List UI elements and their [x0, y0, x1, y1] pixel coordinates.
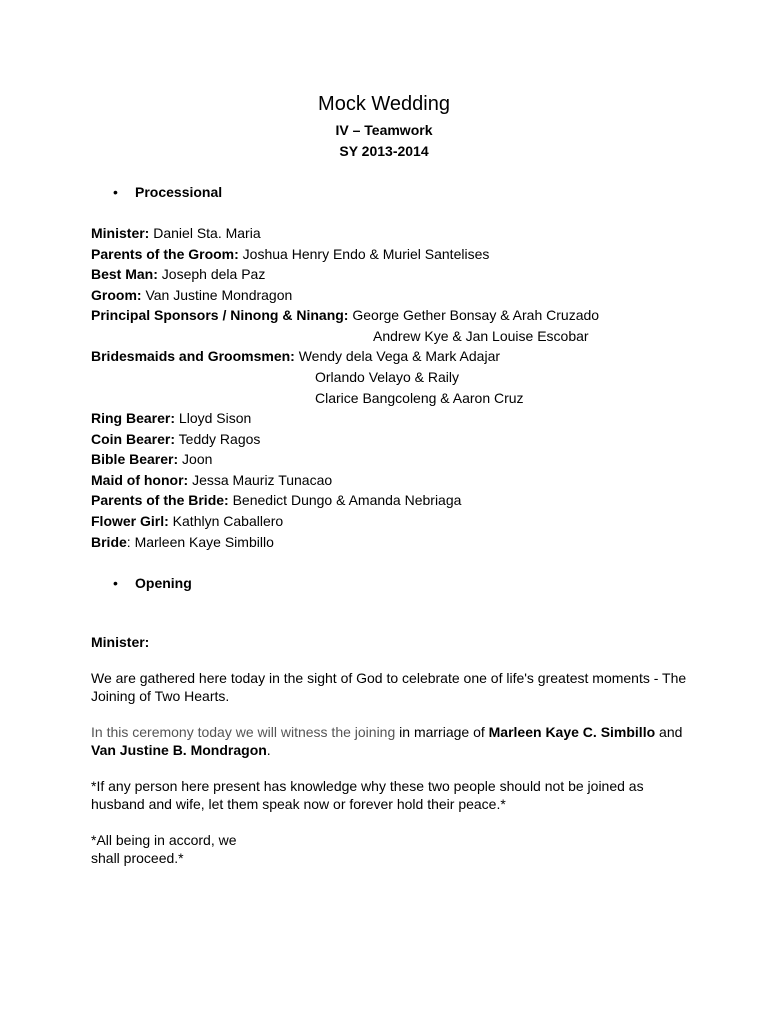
speaker-name: Minister: — [91, 634, 150, 650]
role-line — [91, 533, 274, 551]
section-heading: Processional — [135, 184, 223, 200]
opening-paragraph-2 — [91, 723, 691, 759]
paragraph-gray-text: In this ceremony today we will witness the joining — [91, 724, 396, 740]
role-value: Van Justine Mondragon — [141, 287, 293, 303]
bullet-icon: • — [113, 575, 118, 591]
role-value: : Marleen Kaye Simbillo — [126, 534, 274, 550]
role-line — [91, 491, 461, 509]
paragraph-text: . — [266, 742, 271, 758]
section-heading: Opening — [135, 575, 192, 591]
role-line — [91, 306, 599, 324]
school-year: SY 2013-2014 — [339, 143, 429, 159]
role-label: Coin Bearer: — [91, 431, 176, 447]
opening-paragraph-4-line-1: *All being in accord, we — [91, 832, 237, 848]
role-line — [91, 450, 212, 468]
role-value: Lloyd Sison — [175, 410, 252, 426]
role-continuation: Clarice Bangcoleng & Aaron Cruz — [315, 390, 524, 406]
role-line — [91, 409, 251, 427]
role-label: Flower Girl: — [91, 513, 169, 529]
bride-full-name: Marleen Kaye C. Simbillo — [488, 724, 656, 740]
opening-paragraph-4-line-2: shall proceed.* — [91, 850, 184, 866]
role-label: Maid of honor: — [91, 472, 189, 488]
bullet-icon: • — [113, 184, 118, 200]
role-value: Jessa Mauriz Tunacao — [188, 472, 333, 488]
role-value: Joon — [178, 451, 213, 467]
opening-paragraph-1: We are gathered here today in the sight of God to celebrate one of life's greatest moments - The Joining of Two Hearts. — [91, 670, 687, 704]
speaker-label — [91, 633, 149, 651]
paragraph-text: and — [655, 724, 683, 740]
role-label: Principal Sponsors / Ninong & Ninang: — [91, 307, 349, 323]
role-label: Parents of the Bride: — [91, 492, 229, 508]
groom-full-name: Van Justine B. Mondragon — [91, 742, 267, 758]
role-continuation: Andrew Kye & Jan Louise Escobar — [373, 328, 589, 344]
role-value: Benedict Dungo & Amanda Nebriaga — [228, 492, 462, 508]
role-line — [91, 224, 261, 242]
role-line — [91, 286, 292, 304]
document-title: Mock Wedding — [318, 93, 450, 115]
role-line — [91, 245, 489, 263]
paragraph-text: in marriage of — [395, 724, 489, 740]
document-subtitle: IV – Teamwork — [335, 122, 433, 138]
role-value: Wendy dela Vega & Mark Adajar — [294, 348, 501, 364]
role-label: Parents of the Groom: — [91, 246, 239, 262]
opening-paragraph-3: *If any person here present has knowledge why these two people should not be joined as husband and wife, let them speak now or forever hold their peace.* — [91, 778, 644, 812]
role-value: George Gether Bonsay & Arah Cruzado — [348, 307, 600, 323]
role-line — [91, 430, 260, 448]
role-line — [91, 347, 500, 365]
role-value: Joshua Henry Endo & Muriel Santelises — [238, 246, 490, 262]
role-value: Joseph dela Paz — [157, 266, 266, 282]
role-value: Teddy Ragos — [175, 431, 261, 447]
role-label: Bible Bearer: — [91, 451, 179, 467]
role-label: Bride — [91, 534, 127, 550]
role-label: Best Man: — [91, 266, 158, 282]
role-label: Bridesmaids and Groomsmen: — [91, 348, 295, 364]
role-continuation: Orlando Velayo & Raily — [315, 369, 459, 385]
section-processional — [113, 183, 222, 201]
role-line — [91, 471, 332, 489]
section-opening — [113, 574, 192, 592]
role-label: Groom: — [91, 287, 142, 303]
role-label: Ring Bearer: — [91, 410, 176, 426]
role-value: Kathlyn Caballero — [168, 513, 284, 529]
role-line — [91, 512, 283, 530]
role-value: Daniel Sta. Maria — [149, 225, 261, 241]
role-line — [91, 265, 265, 283]
role-label: Minister: — [91, 225, 150, 241]
